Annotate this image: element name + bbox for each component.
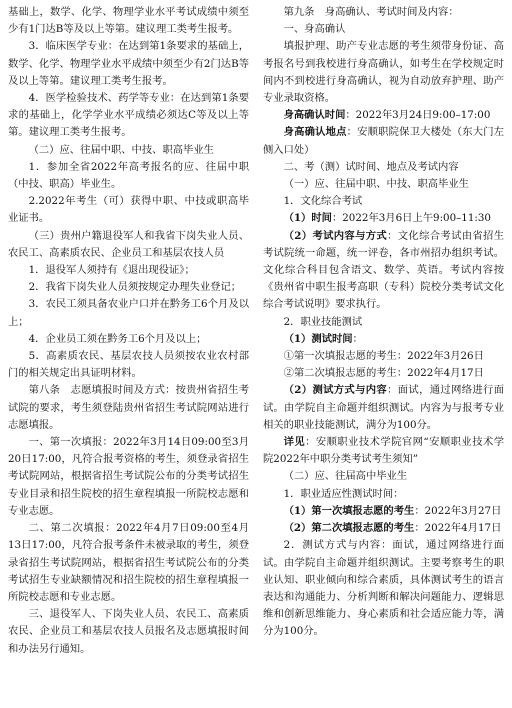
paragraph <box>8 38 249 90</box>
paragraph <box>8 159 249 193</box>
paragraph-text: 2．我省下岗失业人员须按规定办理失业登记； <box>28 281 242 294</box>
paragraph-text: 一、第一次填报：2022年3月14日09:00至3月20日17:00，凡符合报考资格的考生，须登录省招生考试院网站，根据省招生考试院公布的分类考试招生专业目录和招生院校的招生章程填报一所院校志愿和专业志愿。 <box>8 436 249 517</box>
paragraph-text: 4．企业员工须在黔务工6个月及以上； <box>28 332 207 345</box>
paragraph-text: 1．职业适应性测试时间： <box>283 487 404 500</box>
paragraph-text: ： <box>352 332 363 345</box>
paragraph <box>8 4 249 38</box>
paragraph <box>8 520 249 606</box>
paragraph-text: ：2022年3月24日9:00–17:00 <box>345 109 491 122</box>
right-column <box>263 4 504 708</box>
paragraph <box>263 107 504 124</box>
paragraph <box>8 348 249 382</box>
paragraph <box>263 4 504 21</box>
bold-label: （2）测试方式与内容 <box>283 384 388 397</box>
paragraph <box>263 21 504 38</box>
paragraph-text: 三、退役军人、下岗失业人员、农民工、高素质农民、企业员工和基层农技人员报名及志愿填报时间和办法另行通知。 <box>8 608 249 655</box>
paragraph-text: 2．测试方式与内容：面试，通过网络进行面试。由学院自主命题并组织测试。主要考察考生的职业认知、职业倾向和综合素质，具体测试考生的语言表达和沟通能力、分析判断和解决问题能力、逻辑思维和创新思维能力、身心素质和社会适应能力等，满分为100分。 <box>263 539 504 638</box>
paragraph <box>263 210 504 227</box>
paragraph <box>8 606 249 658</box>
paragraph <box>8 193 249 227</box>
paragraph-text: 2.2022年考生（可）获得中职、中技或职高毕业证书。 <box>8 195 249 225</box>
paragraph-text: 基础上，数学、化学、物理学业水平考试成绩中须至少有1门达B等及以上等第。建议理工类考生报考。 <box>8 6 249 36</box>
paragraph-text: （二）应、往届高中毕业生 <box>283 470 408 483</box>
paragraph <box>263 537 504 640</box>
paragraph-text: 第八条 志愿填报时间及方式：按贵州省招生考试院的要求，考生须登陆贵州省招生考试院网站进行志愿填报。 <box>8 384 249 431</box>
bold-label: （1）时间 <box>283 212 332 225</box>
paragraph-text: ①第一次填报志愿的考生：2022年3月26日 <box>283 350 484 363</box>
paragraph <box>8 434 249 520</box>
paragraph-text: 填报护理、助产专业志愿的考生须带身份证、高考报名号到我校进行身高确认，如考生在学校规定时间内不到校进行身高确认，视为自动放弃护理、助产专业录取资格。 <box>263 40 504 105</box>
paragraph-text: 1．参加全省2022年高考报名的应、往届中职（中技、职高）毕业生。 <box>8 160 249 191</box>
bold-label: （1）测试时间 <box>283 332 353 345</box>
paragraph-text: 5．高素质农民、基层农技人员须按农业农村部门的相关规定出具证明材料。 <box>8 350 249 380</box>
paragraph-text: 1．文化综合考试 <box>283 195 363 208</box>
paragraph-text: ：2022年3月6日上午9:00–11:30 <box>331 212 491 225</box>
paragraph-text: 2．职业技能测试 <box>283 315 363 328</box>
paragraph-text: 二、考（测）试时间、地点及考试内容 <box>283 160 459 173</box>
paragraph-text: ：2022年3月27日 <box>414 504 502 517</box>
paragraph <box>263 124 504 158</box>
paragraph <box>263 38 504 107</box>
paragraph-text: 3．临床医学专业：在达到第1条要求的基础上，数学、化学、物理学业水平成绩中须至少有2门达B等及以上等第。建议理工类考生报考。 <box>8 40 249 87</box>
paragraph-text: 第九条 身高确认、考试时间及内容： <box>283 6 459 18</box>
paragraph-text: ：2022年4月17日 <box>414 522 502 535</box>
paragraph-text: 3．农民工须具备农业户口并在黔务工6个月及以上； <box>8 298 249 328</box>
paragraph <box>263 331 504 348</box>
paragraph <box>8 228 249 262</box>
paragraph <box>263 520 504 537</box>
paragraph-text: 1．退役军人须持有《退出现役证》； <box>28 264 195 277</box>
paragraph <box>263 365 504 382</box>
bold-label: （1）第一次填报志愿的考生 <box>283 504 415 517</box>
paragraph <box>8 296 249 330</box>
paragraph <box>263 382 504 434</box>
paragraph-text: ：文化综合考试由省招生考试院统一命题，统一评卷，各市州招办组织考试。文化综合科目包含语文、数学、英语。考试内容按《贵州省中职生报考高职（专科）院校分类考试文化综合考试说明》要求执行。 <box>263 229 505 311</box>
paragraph <box>8 142 249 159</box>
paragraph-text: 二、第二次填报：2022年4月7日09:00至4月13日17:00，凡符合报考条件未被录取的考生，须登录省招生考试院网站，根据省招生考试院公布的分类考试招生专业缺额情况和招生院校的招生章程填报一所院校志愿和专业志愿。 <box>8 522 249 603</box>
paragraph <box>263 434 504 468</box>
bold-label: 详见 <box>283 436 306 449</box>
bold-label: 身高确认时间 <box>283 109 346 122</box>
paragraph-text: 4．医学检验技术、药学等专业：在达到第1条要求的基础上，化学学业水平成绩必须达C等及以上等第。建议理工类考生报考。 <box>8 92 249 139</box>
bold-label: （2）考试内容与方式 <box>283 229 388 242</box>
paragraph-text: ：安顺职院保卫大楼处（东大门左侧入口处） <box>263 126 505 156</box>
paragraph <box>8 331 249 348</box>
paragraph-text: （二）应、往届中职、中技、职高毕业生 <box>28 143 214 156</box>
paragraph-text: 一、身高确认 <box>283 23 346 36</box>
paragraph <box>263 228 504 314</box>
paragraph <box>8 90 249 142</box>
paragraph <box>8 279 249 296</box>
left-column <box>8 4 249 708</box>
bold-label: 身高确认地点 <box>283 126 347 139</box>
paragraph <box>263 503 504 520</box>
bold-label: （2）第二次填报志愿的考生 <box>283 522 415 535</box>
paragraph-text: （一）应、往届中职、中技、职高毕业生 <box>283 178 469 191</box>
paragraph-text: ：面试，通过网络进行面试。由学院自主命题并组织测试。内容为与报考专业相关的职业技能测试，满分为100分。 <box>263 384 505 431</box>
paragraph-text: ②第二次填报志愿的考生：2022年4月17日 <box>283 367 484 380</box>
paragraph <box>263 486 504 503</box>
paragraph <box>263 193 504 210</box>
paragraph <box>263 348 504 365</box>
paragraph-text: ：安顺职业技术学院官网“安顺职业技术学院2022年中职分类考试考生须知” <box>263 436 504 466</box>
paragraph <box>263 159 504 176</box>
paragraph <box>263 314 504 331</box>
paragraph <box>8 262 249 279</box>
paragraph <box>8 382 249 434</box>
paragraph-text: （三）贵州户籍退役军人和我省下岗失业人员、农民工、高素质农民、企业员工和基层农技人员 <box>8 229 249 259</box>
paragraph <box>263 176 504 193</box>
paragraph <box>263 468 504 485</box>
